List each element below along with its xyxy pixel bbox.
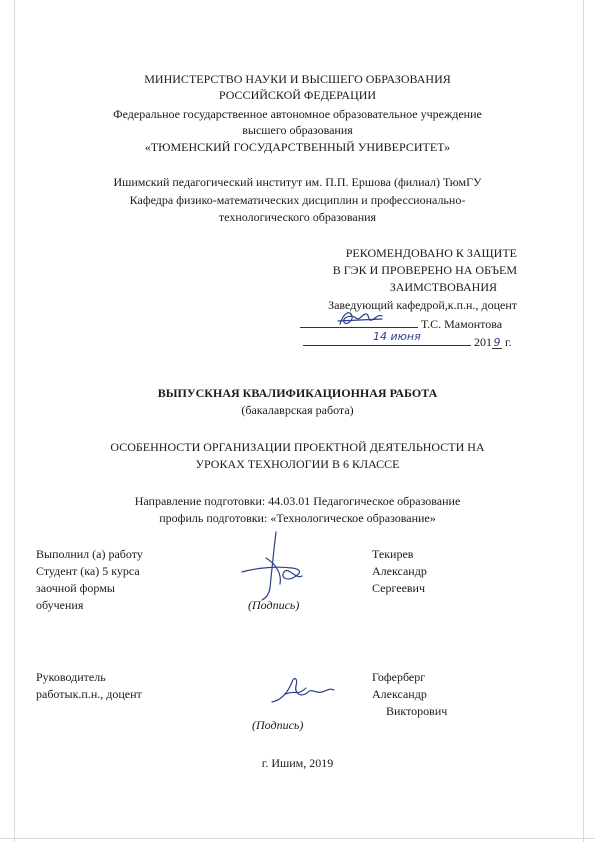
approval-date-line	[303, 330, 512, 349]
study-profile: профиль подготовки: «Технологическое образование»	[159, 511, 436, 525]
university-name: «ТЮМЕНСКИЙ ГОСУДАРСТВЕННЫЙ УНИВЕРСИТЕТ»	[144, 140, 451, 154]
student-label-4: обучения	[36, 598, 84, 612]
ministry-line-1: МИНИСТЕРСТВО НАУКИ И ВЫСШЕГО ОБРАЗОВАНИЯ	[144, 72, 451, 86]
date-underline	[303, 330, 471, 346]
supervisor-label-2: работык.п.н., доцент	[36, 687, 142, 701]
institution-level: высшего образования	[242, 123, 353, 137]
work-title-line-2: УРОКАХ ТЕХНОЛОГИИ В 6 КЛАССЕ	[195, 457, 400, 471]
student-first-name: Александр	[372, 564, 427, 578]
supervisor-signature-caption: (Подпись)	[252, 718, 304, 732]
study-direction: Направление подготовки: 44.03.01 Педагогическое образование	[134, 494, 461, 508]
approval-year-digit: 9	[493, 336, 501, 349]
student-label-2: Студент (ка) 5 курса	[36, 564, 140, 578]
head-signature	[336, 308, 386, 330]
scan-edge-bottom	[0, 838, 595, 839]
department-head-title: Заведующий кафедрой,к.п.н., доцент	[328, 298, 517, 312]
ministry-line-2: РОССИЙСКОЙ ФЕДЕРАЦИИ	[218, 88, 377, 102]
approval-year-suffix: г.	[502, 335, 512, 349]
supervisor-patronymic: Викторович	[386, 704, 448, 718]
supervisor-signature	[268, 672, 338, 712]
approval-line-3: ЗАИМСТВОВАНИЯ	[389, 280, 497, 294]
department-line-1: Кафедра физико-математических дисциплин и профессионально-	[129, 193, 466, 207]
student-signature-caption: (Подпись)	[248, 598, 300, 612]
head-signature-line	[300, 315, 502, 331]
approval-year-prefix: 201	[474, 335, 492, 349]
supervisor-first-name: Александр	[372, 687, 427, 701]
institute-name: Ишимский педагогический институт им. П.П. Ершова (филиал) ТюмГУ	[113, 175, 482, 189]
work-subtype: (бакалаврская работа)	[241, 403, 354, 417]
department-head-name: Т.С. Мамонтова	[421, 317, 503, 331]
department-line-2: технологического образования	[218, 210, 377, 224]
student-label-3: заочной формы	[36, 581, 115, 595]
work-type: ВЫПУСКНАЯ КВАЛИФИКАЦИОННАЯ РАБОТА	[157, 386, 438, 400]
supervisor-surname: Гоферберг	[372, 670, 426, 684]
approval-line-1: РЕКОМЕНДОВАНО К ЗАЩИТЕ	[345, 246, 517, 260]
student-signature	[236, 528, 316, 608]
student-label-1: Выполнил (а) работу	[36, 547, 143, 561]
student-surname: Текирев	[372, 547, 414, 561]
work-title-line-1: ОСОБЕННОСТИ ОРГАНИЗАЦИИ ПРОЕКТНОЙ ДЕЯТЕЛЬНОСТИ НА	[110, 440, 485, 454]
student-patronymic: Сергеевич	[372, 581, 426, 595]
approval-line-2: В ГЭК И ПРОВЕРЕНО НА ОБЪЕМ	[332, 263, 517, 277]
approval-date-day: 14 июня	[373, 330, 421, 343]
supervisor-label-1: Руководитель	[36, 670, 106, 684]
institution-type: Федеральное государственное автономное образовательное учреждение	[113, 107, 482, 121]
city-year: г. Ишим, 2019	[261, 756, 334, 770]
